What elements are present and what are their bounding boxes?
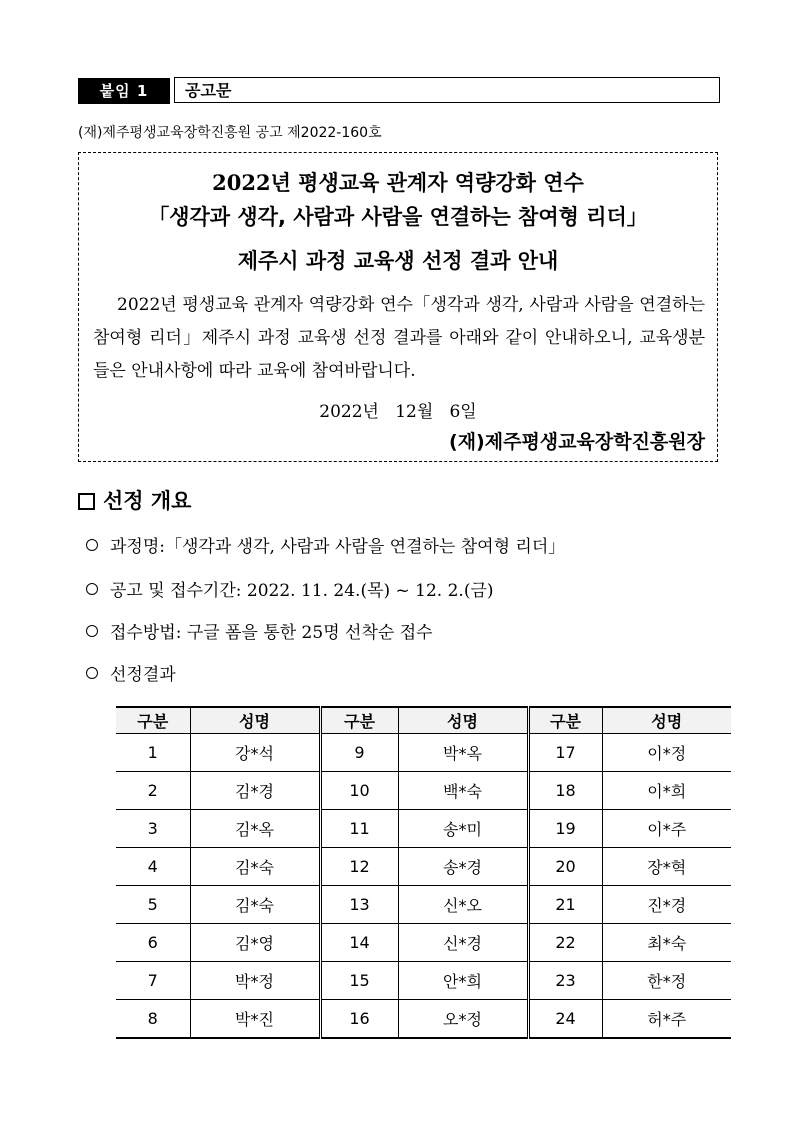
document-type-label: 공고문: [174, 77, 720, 103]
attachment-header: [78, 77, 720, 105]
table-row: [116, 1000, 731, 1039]
table-cell: 23: [528, 962, 602, 1000]
table-cell: 송*미: [398, 810, 528, 848]
table-cell: 1: [116, 734, 190, 772]
table-cell: 4: [116, 848, 190, 886]
table-cell: 허*주: [602, 1000, 731, 1039]
table-cell: 10: [320, 772, 398, 810]
bullet-course-name: 과정명:「생각과 생각, 사람과 사람을 연결하는 참여형 리더」: [86, 532, 565, 557]
circle-bullet-icon: [86, 583, 98, 595]
table-cell: 이*주: [602, 810, 731, 848]
column-header: 성명: [190, 707, 320, 734]
table-cell: 신*경: [398, 924, 528, 962]
table-cell: 8: [116, 1000, 190, 1039]
table-row: [116, 734, 731, 772]
table-cell: 오*정: [398, 1000, 528, 1039]
table-cell: 3: [116, 810, 190, 848]
bullet-results: 선정결과: [86, 660, 176, 685]
table-cell: 김*숙: [190, 848, 320, 886]
table-cell: 김*숙: [190, 886, 320, 924]
circle-bullet-icon: [86, 539, 98, 551]
table-cell: 2: [116, 772, 190, 810]
table-cell: 진*경: [602, 886, 731, 924]
table-cell: 김*영: [190, 924, 320, 962]
results-table: [116, 706, 731, 1039]
table-cell: 송*경: [398, 848, 528, 886]
table-cell: 이*정: [602, 734, 731, 772]
notice-box: [78, 152, 718, 462]
notice-issuer: (재)제주평생교육장학진흥원장: [449, 431, 705, 453]
table-cell: 안*희: [398, 962, 528, 1000]
table-cell: 17: [528, 734, 602, 772]
table-cell: 12: [320, 848, 398, 886]
table-cell: 18: [528, 772, 602, 810]
notice-body: 2022년 평생교육 관계자 역량강화 연수「생각과 생각, 사람과 사람을 연결하는 참여형 리더」제주시 과정 교육생 선정 결과를 아래와 같이 안내하오니, 교육생분들은 안내사항에 따라 교육에 참여바랍니다.: [93, 295, 705, 381]
table-cell: 20: [528, 848, 602, 886]
notice-title-line1: 2022년 평생교육 관계자 역량강화 연수: [212, 170, 584, 195]
notice-title-line3: 제주시 과정 교육생 선정 결과 안내: [237, 249, 559, 273]
table-cell: 19: [528, 810, 602, 848]
notice-number: (재)제주평생교육장학진흥원 공고 제2022-160호: [78, 125, 382, 141]
table-row: [116, 962, 731, 1000]
table-cell: 박*진: [190, 1000, 320, 1039]
table-cell: 최*숙: [602, 924, 731, 962]
table-cell: 15: [320, 962, 398, 1000]
column-header: 구분: [116, 707, 190, 734]
table-cell: 강*석: [190, 734, 320, 772]
table-cell: 박*옥: [398, 734, 528, 772]
circle-bullet-icon: [86, 625, 98, 637]
checkbox-icon: [78, 493, 95, 510]
table-cell: 박*정: [190, 962, 320, 1000]
table-cell: 김*옥: [190, 810, 320, 848]
table-cell: 7: [116, 962, 190, 1000]
column-header: 성명: [398, 707, 528, 734]
table-cell: 24: [528, 1000, 602, 1039]
table-cell: 장*혁: [602, 848, 731, 886]
column-header: 성명: [602, 707, 731, 734]
table-header-row: [116, 707, 731, 734]
table-row: [116, 772, 731, 810]
bullet-period: 공고 및 접수기간: 2022. 11. 24.(목) ~ 12. 2.(금): [86, 576, 494, 601]
table-row: [116, 924, 731, 962]
table-cell: 이*희: [602, 772, 731, 810]
table-cell: 16: [320, 1000, 398, 1039]
table-cell: 21: [528, 886, 602, 924]
table-cell: 백*숙: [398, 772, 528, 810]
table-cell: 6: [116, 924, 190, 962]
table-cell: 13: [320, 886, 398, 924]
bullet-method: 접수방법: 구글 폼을 통한 25명 선착순 접수: [86, 618, 433, 643]
notice-title-line2: 「생각과 생각, 사람과 사람을 연결하는 참여형 리더」: [148, 205, 648, 229]
table-cell: 신*오: [398, 886, 528, 924]
column-header: 구분: [320, 707, 398, 734]
column-header: 구분: [528, 707, 602, 734]
notice-date: 2022년 12월 6일: [319, 402, 477, 422]
table-row: [116, 810, 731, 848]
table-row: [116, 886, 731, 924]
table-row: [116, 848, 731, 886]
table-cell: 14: [320, 924, 398, 962]
table-cell: 22: [528, 924, 602, 962]
table-cell: 11: [320, 810, 398, 848]
table-cell: 5: [116, 886, 190, 924]
circle-bullet-icon: [86, 667, 98, 679]
table-cell: 한*정: [602, 962, 731, 1000]
table-cell: 9: [320, 734, 398, 772]
table-cell: 김*경: [190, 772, 320, 810]
attachment-tag: 붙임 1: [78, 78, 170, 104]
section-heading: 선정 개요: [78, 485, 191, 515]
